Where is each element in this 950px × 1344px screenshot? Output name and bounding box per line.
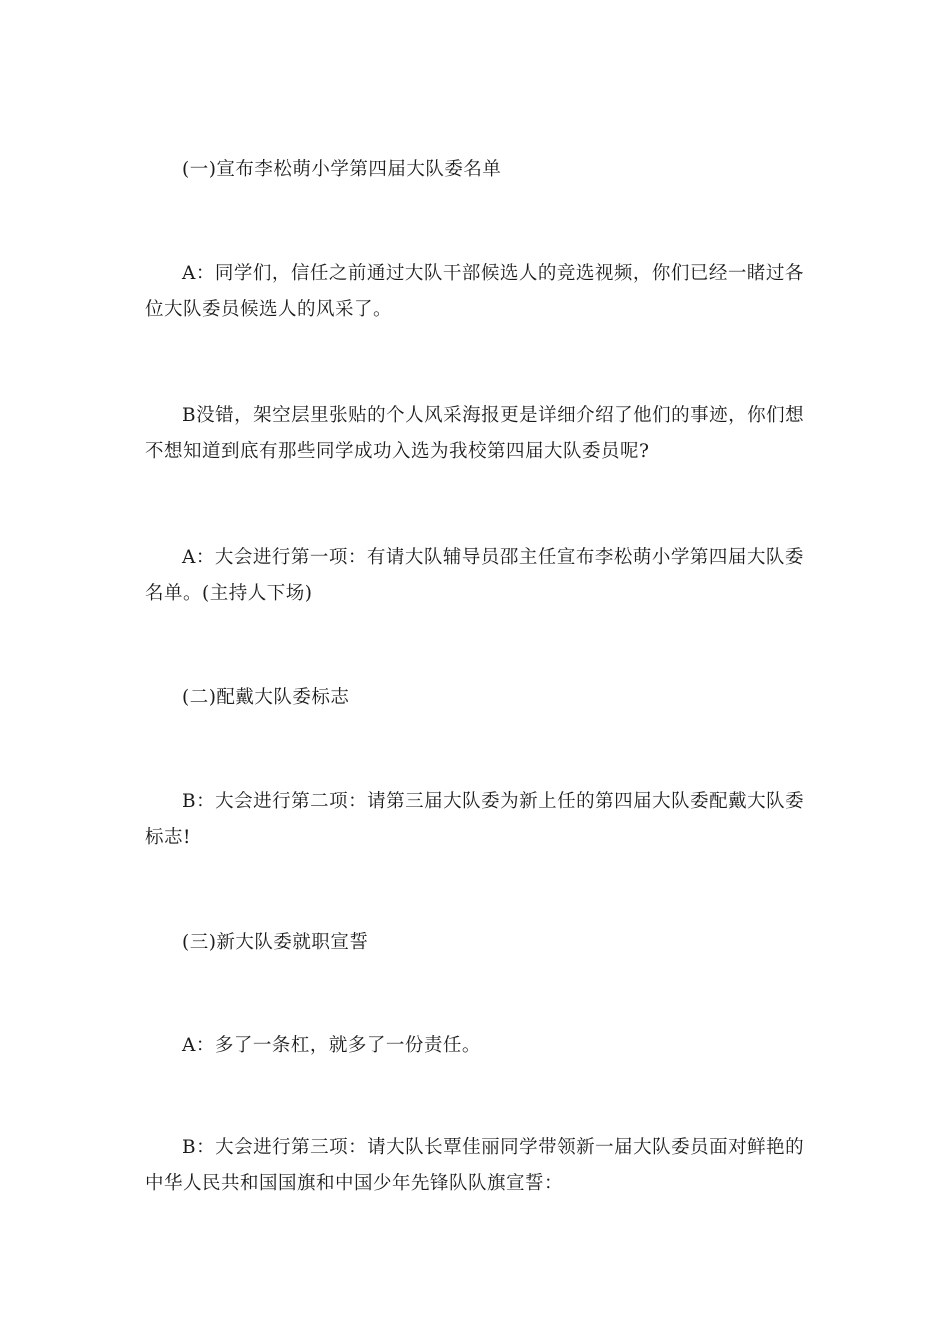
paragraph-host-a-1: A：同学们，信任之前通过大队干部候选人的竞选视频，你们已经一睹过各位大队委员候选人的风采了。 [145, 263, 804, 320]
paragraph-host-a-2: A：大会进行第一项：有请大队辅导员邵主任宣布李松萌小学第四届大队委名单。(主持人下场) [145, 547, 804, 604]
paragraph-host-b-1: B没错，架空层里张贴的个人风采海报更是详细介绍了他们的事迹，你们想不想知道到底有那些同学成功入选为我校第四届大队委员呢? [145, 405, 805, 462]
paragraph-host-b-2: B：大会进行第二项：请第三届大队委为新上任的第四届大队委配戴大队委标志! [145, 791, 805, 848]
paragraph-host-a-3: A：多了一条杠，就多了一份责任。 [182, 1035, 481, 1056]
section-heading-2: (二)配戴大队委标志 [182, 687, 350, 708]
paragraph-host-b-3: B：大会进行第三项：请大队长覃佳丽同学带领新一届大队委员面对鲜艳的中华人民共和国国旗和中国少年先锋队队旗宣誓： [145, 1137, 805, 1194]
section-heading-1: (一)宣布李松萌小学第四届大队委名单 [182, 159, 502, 180]
section-heading-3: (三)新大队委就职宣誓 [182, 932, 369, 953]
